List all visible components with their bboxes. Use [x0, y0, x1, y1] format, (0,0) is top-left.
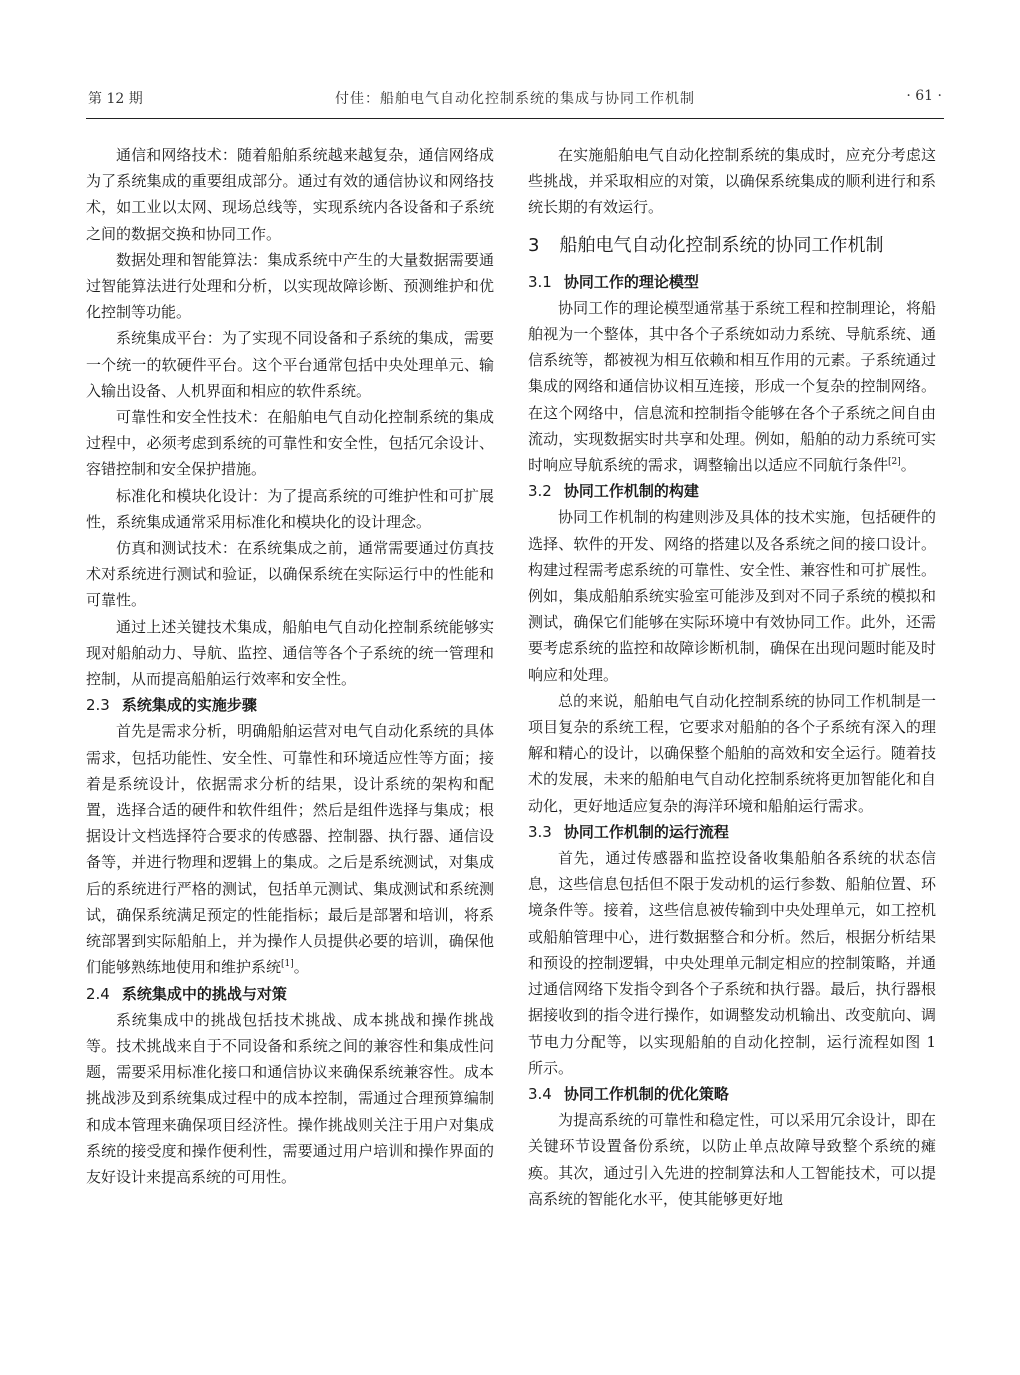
section-heading-3-2 — [528, 478, 936, 504]
section-title: 协同工作的理论模型 — [563, 272, 699, 291]
paragraph: 可靠性和安全性技术：在船舶电气自动化控制系统的集成过程中，必须考虑到系统的可靠性和安全性，包括冗余设计、容错控制和安全保护措施。 — [86, 408, 494, 479]
paragraph: 标准化和模块化设计：为了提高系统的可维护性和可扩展性，系统集成通常采用标准化和模块化的设计理念。 — [86, 486, 494, 531]
paragraph: 通过上述关键技术集成，船舶电气自动化控制系统能够实现对船舶动力、导航、监控、通信等各个子系统的统一管理和控制，从而提高船舶运行效率和安全性。 — [86, 617, 494, 689]
section-number: 3.4 — [528, 1084, 552, 1103]
section-heading-2-3 — [86, 692, 494, 718]
section-number: 3.2 — [528, 482, 552, 501]
section-heading-3-3 — [528, 819, 936, 845]
citation-ref[interactable]: [2] — [888, 457, 901, 468]
header-rule — [86, 118, 944, 119]
section-heading-3 — [528, 233, 936, 259]
section-number: 3 — [528, 234, 540, 256]
running-header — [88, 88, 942, 116]
paragraph-text: 首先是需求分析，明确船舶运营对电气自动化系统的具体需求，包括功能性、安全性、可靠性和环境适应性等方面；接着是系统设计，依据需求分析的结果，设计系统的架构和配置，选择合适的硬件和软件组件；然后是组件选择与集成；根据设计文档选择符合要求的传感器、控制器、执行器、通信设备等，并进行物理和逻辑上的集成。之后是系统测试，对集成后的系统进行严格的测试，包括单元测试、集成测试和系统测试，确保系统满足预定的性能指标；最后是部署和培训，将系统部署到实际船舶上，并为操作人员提供必要的培训，确保他们能够熟练地使用和维护系统 — [86, 722, 494, 977]
section-heading-3-1 — [528, 269, 936, 295]
paragraph: 协同工作机制的构建则涉及具体的技术实施，包括硬件的选择、软件的开发、网络的搭建以及各系统之间的接口设计。构建过程需考虑系统的可靠性、安全性、兼容性和可扩展性。例如，集成船舶系统实验室可能涉及到对不同子系统的模拟和测试，确保它们能够在实际环境中有效协同工作。此外，还需要考虑系统的监控和故障诊断机制，确保在出现问题时能及时响应和处理。 — [528, 508, 936, 684]
paragraph: 系统集成中的挑战包括技术挑战、成本挑战和操作挑战等。技术挑战来自于不同设备和系统之间的兼容性和集成性问题，需要采用标准化接口和通信协议来确保系统兼容性。成本挑战涉及到系统集成过程中的成本控制，需通过合理预算编制和成本管理来确保项目经济性。操作挑战则关注于用户对集成系统的接受度和操作便利性，需要通过用户培训和操作界面的友好设计来提高系统的可用性。 — [86, 1010, 494, 1186]
paragraph-text: 协同工作的理论模型通常基于系统工程和控制理论，将船舶视为一个整体，其中各个子系统如动力系统、导航系统、通信系统等，都被视为相互依赖和相互作用的元素。子系统通过集成的网络和通信协议相互连接，形成一个复杂的控制网络。在这个网络中，信息流和控制指令能够在各个子系统之间自由流动，实现数据实时共享和处理。例如，船舶的动力系统可实时响应导航系统的需求，调整输出以适应不同航行条件 — [528, 298, 936, 475]
citation-ref[interactable]: [1] — [281, 959, 294, 970]
paragraph-end: 。 — [900, 456, 916, 475]
paragraph: 通信和网络技术：随着船舶系统越来越复杂，通信网络成为了系统集成的重要组成部分。通过有效的通信协议和网络技术，如工业以太网、现场总线等，实现系统内各设备和子系统之间的数据交换和协同工作。 — [86, 146, 494, 243]
section-number: 2.3 — [86, 696, 110, 715]
issue-number: 第 12 期 — [88, 91, 143, 107]
section-title: 系统集成的实施步骤 — [121, 696, 257, 715]
paragraph — [86, 718, 494, 980]
page-number: · 61 · — [906, 88, 942, 104]
section-heading-3-4 — [528, 1081, 936, 1107]
paragraph: 数据处理和智能算法：集成系统中产生的大量数据需要通过智能算法进行处理和分析，以实现故障诊断、预测维护和优化控制等功能。 — [86, 250, 494, 322]
paragraph — [528, 295, 936, 478]
section-title: 系统集成中的挑战与对策 — [121, 984, 287, 1003]
paragraph: 为提高系统的可靠性和稳定性，可以采用冗余设计，即在关键环节设置备份系统，以防止单点故障导致整个系统的瘫痪。其次，通过引入先进的控制算法和人工智能技术，可以提高系统的智能化水平，使其能够更好地 — [528, 1111, 936, 1208]
section-title: 船舶电气自动化控制系统的协同工作机制 — [559, 234, 884, 256]
section-heading-2-4 — [86, 981, 494, 1007]
paragraph: 仿真和测试技术：在系统集成之前，通常需要通过仿真技术对系统进行测试和验证，以确保系统在实际运行中的性能和可靠性。 — [86, 539, 494, 610]
section-number: 3.1 — [528, 272, 552, 291]
section-title: 协同工作机制的构建 — [563, 482, 699, 501]
section-number: 2.4 — [86, 984, 110, 1003]
paragraph: 总的来说，船舶电气自动化控制系统的协同工作机制是一项目复杂的系统工程，它要求对船舶的各个子系统有深入的理解和精心的设计，以确保整个船舶的高效和安全运行。随着技术的发展，未来的船舶电气自动化控制系统将更加智能化和自动化，更好地适应复杂的海洋环境和船舶运行需求。 — [528, 691, 936, 815]
section-title: 协同工作机制的优化策略 — [563, 1084, 729, 1103]
paragraph: 首先，通过传感器和监控设备收集船舶各系统的状态信息，这些信息包括但不限于发动机的运行参数、船舶位置、环境条件等。接着，这些信息被传输到中央处理单元，如工控机或船舶管理中心，进行数据整合和分析。然后，根据分析结果和预设的控制逻辑，中央处理单元制定相应的控制策略，并通过通信网络下发指令到各个子系统和执行器。最后，执行器根据接收到的指令进行操作，如调整发动机输出、改变航向、调节电力分配等，以实现船舶的自动化控制，运行流程如图 1 所示。 — [528, 849, 936, 1077]
running-title: 付佳：船舶电气自动化控制系统的集成与协同工作机制 — [335, 91, 695, 107]
paragraph: 在实施船舶电气自动化控制系统的集成时，应充分考虑这些挑战，并采取相应的对策，以确保系统集成的顺利进行和系统长期的有效运行。 — [528, 146, 936, 217]
left-column — [86, 142, 494, 1190]
right-column — [528, 142, 936, 1212]
section-number: 3.3 — [528, 822, 552, 841]
section-title: 协同工作机制的运行流程 — [563, 822, 729, 841]
paragraph-end: 。 — [293, 958, 309, 977]
paragraph: 系统集成平台：为了实现不同设备和子系统的集成，需要一个统一的软硬件平台。这个平台通常包括中央处理单元、输入输出设备、人机界面和相应的软件系统。 — [86, 329, 494, 400]
